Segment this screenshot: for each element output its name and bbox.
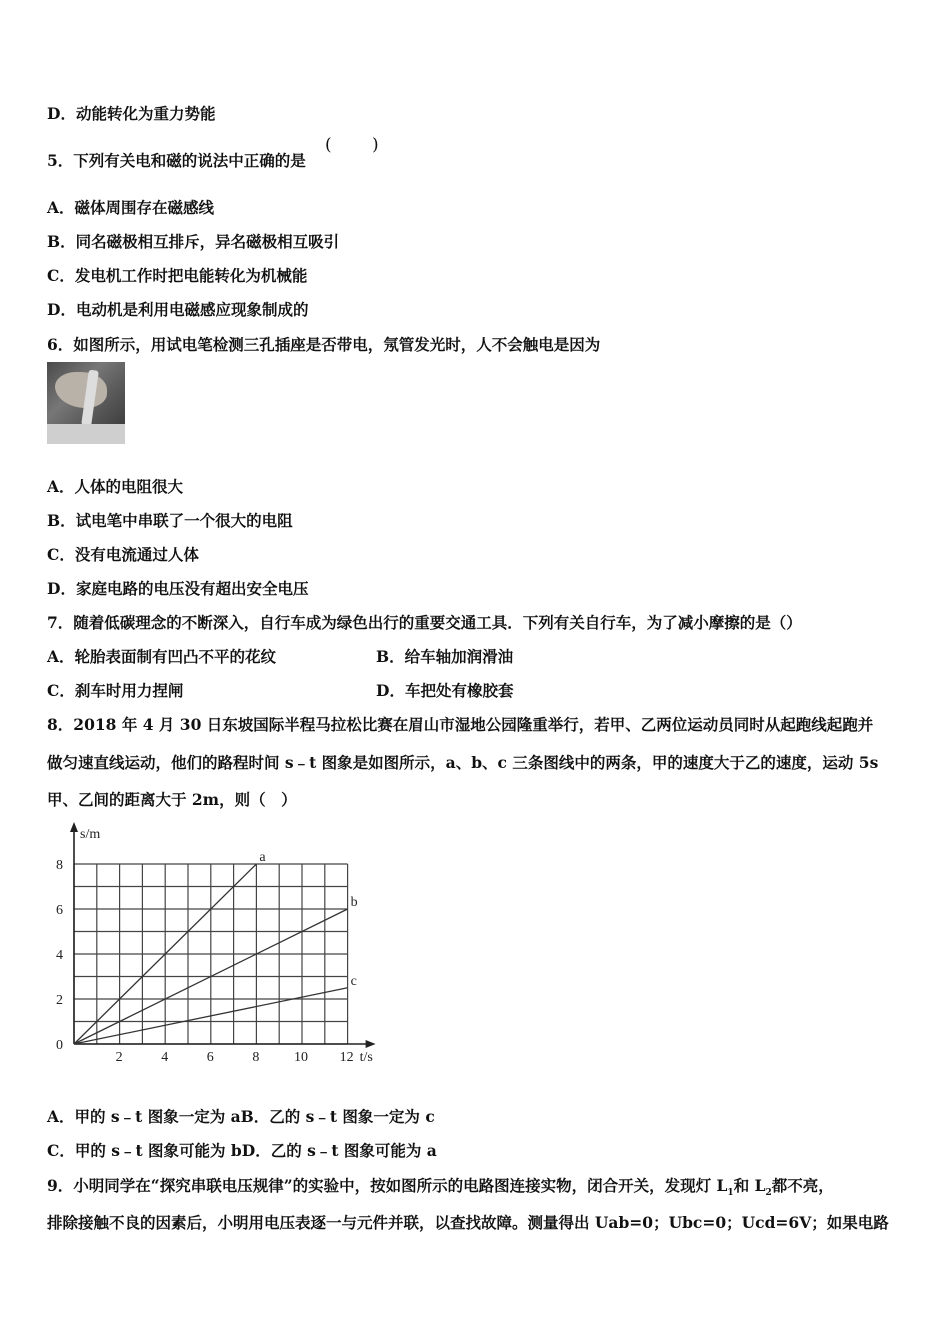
q4-option-d: D．动能转化为重力势能	[47, 104, 216, 123]
q5-stem: 5．下列有关电和磁的说法中正确的是	[47, 151, 306, 170]
series-label-c: c	[350, 973, 357, 989]
l1-subscript: 1	[727, 1188, 734, 1199]
test-pen-photo	[47, 362, 125, 444]
socket-shape	[47, 424, 125, 444]
q9-text-pre: 9．小明同学在“探究串联电压规律”的实验中，按如图所示的电路图连接实物，闭合开关，发现灯 L	[47, 1176, 728, 1195]
y-tick-label: 8	[56, 858, 63, 873]
x-axis-arrow	[366, 1040, 376, 1048]
q8-stem-line3: 甲、乙间的距离大于 2m，则（ ）	[47, 790, 297, 809]
q8-stem-line1: 8．2018 年 4 月 30 日东坡国际半程马拉松比赛在眉山市湿地公园隆重举行，若甲、乙两位运动员同时从起跑线起跑并	[47, 715, 874, 734]
q5-option-c: C．发电机工作时把电能转化为机械能	[47, 266, 308, 285]
q6-stem: 6．如图所示，用试电笔检测三孔插座是否带电，氖管发光时，人不会触电是因为	[47, 335, 601, 354]
q7-option-d: D．车把处有橡胶套	[376, 681, 514, 700]
x-tick-label: 12	[339, 1050, 354, 1065]
y-axis-arrow	[70, 822, 78, 832]
s-t-graph	[44, 818, 384, 1076]
x-tick-label: 10	[294, 1050, 308, 1065]
q7-option-b: B．给车轴加润滑油	[376, 647, 514, 666]
q9-text-mid: 和 L	[733, 1176, 766, 1195]
x-tick-label: 8	[252, 1050, 260, 1065]
y-tick-label: 6	[56, 903, 63, 918]
x-tick-label: 4	[161, 1050, 169, 1065]
q8-stem-line2: 做匀速直线运动，他们的路程时间 s﹣t 图象是如图所示，a、b、c 三条图线中的两条，甲的速度大于乙的速度，运动 5s	[47, 753, 879, 772]
y-tick-label: 0	[56, 1038, 63, 1053]
q5-paren-open: (	[325, 135, 332, 155]
x-axis-label: t/s	[359, 1050, 373, 1065]
x-tick-label: 2	[115, 1050, 123, 1065]
q5-option-d: D．电动机是利用电磁感应现象制成的	[47, 300, 309, 319]
q7-option-c: C．刹车时用力捏闸	[47, 681, 184, 700]
q5-option-b: B．同名磁极相互排斥，异名磁极相互吸引	[47, 232, 340, 251]
q6-option-a: A．人体的电阻很大	[47, 477, 184, 496]
l2-subscript: 2	[765, 1188, 772, 1199]
hand-shape	[55, 372, 107, 408]
q9-text-post: 都不亮，	[771, 1176, 834, 1195]
series-label-b: b	[350, 895, 358, 910]
x-tick-label: 6	[206, 1050, 214, 1065]
q5-paren-close: )	[372, 135, 379, 155]
q7-option-a: A．轮胎表面制有凹凸不平的花纹	[47, 647, 277, 666]
q6-option-b: B．试电笔中串联了一个很大的电阻	[47, 511, 293, 530]
q9-stem-line2: 排除接触不良的因素后，小明用电压表逐一与元件并联，以查找故障。测量得出 Uab=0；Ubc=0；Ucd=6V；如果电路	[47, 1213, 889, 1232]
q9-stem-line1	[47, 1174, 834, 1198]
series-label-a: a	[259, 850, 266, 865]
q6-option-d: D．家庭电路的电压没有超出安全电压	[47, 579, 309, 598]
y-tick-label: 4	[56, 948, 63, 963]
q5-option-a: A．磁体周围存在磁感线	[47, 198, 215, 217]
y-axis-label: s/m	[80, 827, 101, 842]
q7-stem: 7．随着低碳理念的不断深入，自行车成为绿色出行的重要交通工具．下列有关自行车，为了减小摩擦的是（）	[47, 613, 802, 632]
y-tick-label: 2	[56, 993, 63, 1008]
q8-options-ab: A．甲的 s﹣t 图象一定为 aB．乙的 s﹣t 图象一定为 c	[47, 1107, 435, 1126]
q8-options-cd: C．甲的 s﹣t 图象可能为 bD．乙的 s﹣t 图象可能为 a	[47, 1141, 437, 1160]
q6-option-c: C．没有电流通过人体	[47, 545, 199, 564]
